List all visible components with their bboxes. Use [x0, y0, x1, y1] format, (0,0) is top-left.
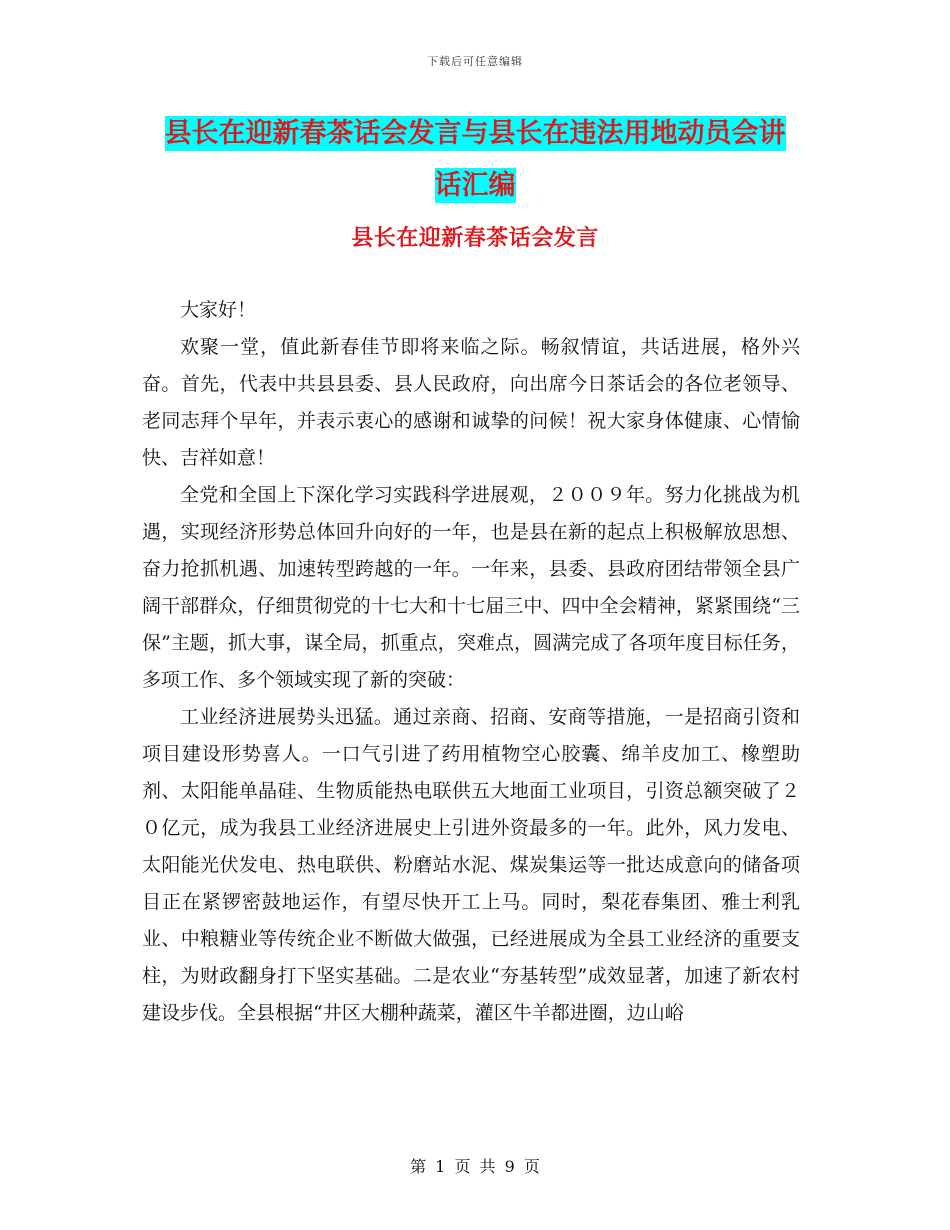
document-body: [142, 292, 800, 1032]
page-header-note: 下载后可任意编辑: [427, 55, 523, 68]
section-title: 县长在迎新春茶话会发言: [351, 226, 599, 251]
paragraph-greeting: 大家好！: [180, 299, 257, 321]
document-title: [120, 108, 830, 212]
page-number: 第 1 页 共 9 页: [410, 1157, 540, 1176]
document-title-line1: 县长在迎新春茶话会发言与县长在违法用地动员会讲: [164, 118, 786, 149]
paragraph: 工业经济进展势头迅猛。通过亲商、招商、安商等措施，一是招商引资和项目建设形势喜人。一口气引进了药用植物空心胶囊、绵羊皮加工、橡塑助剂、太阳能单晶硅、生物质能热电联供五大地面工业项目，引资总额突破了２０亿元，成为我县工业经济进展史上引进外资最多的一年。此外，风力发电、太阳能光伏发电、热电联供、粉磨站水泥、煤炭集运等一批达成意向的储备项目正在紧锣密鼓地运作，有望尽快开工上马。同时，梨花春集团、雅士利乳业、中粮糖业等传统企业不断做大做强，已经进展成为全县工业经济的重要支柱，为财政翻身打下坚实基础。二是农业“夯基转型”成效显著，加速了新农村建设步伐。全县根据“井区大棚种蔬菜，灌区牛羊都进圈，边山峪: [142, 706, 800, 1024]
document-title-line2: 话汇编: [434, 170, 516, 201]
paragraph: 欢聚一堂，值此新春佳节即将来临之际。畅叙情谊，共话进展，格外兴奋。首先，代表中共县县委、县人民政府，向出席今日茶话会的各位老领导、老同志拜个早年，并表示衷心的感谢和诚挚的问候！祝大家身体健康、心情愉快、吉祥如意！: [142, 336, 800, 469]
paragraph: 全党和全国上下深化学习实践科学进展观，２００９年。努力化挑战为机遇，实现经济形势总体回升向好的一年，也是县在新的起点上积极解放思想、奋力抢抓机遇、加速转型跨越的一年。一年来，县委、县政府团结带领全县广阔干部群众，仔细贯彻党的十七大和十七届三中、四中全会精神，紧紧围绕“三保”主题，抓大事，谋全局，抓重点，突难点，圆满完成了各项年度目标任务，多项工作、多个领域实现了新的突破：: [142, 484, 800, 691]
